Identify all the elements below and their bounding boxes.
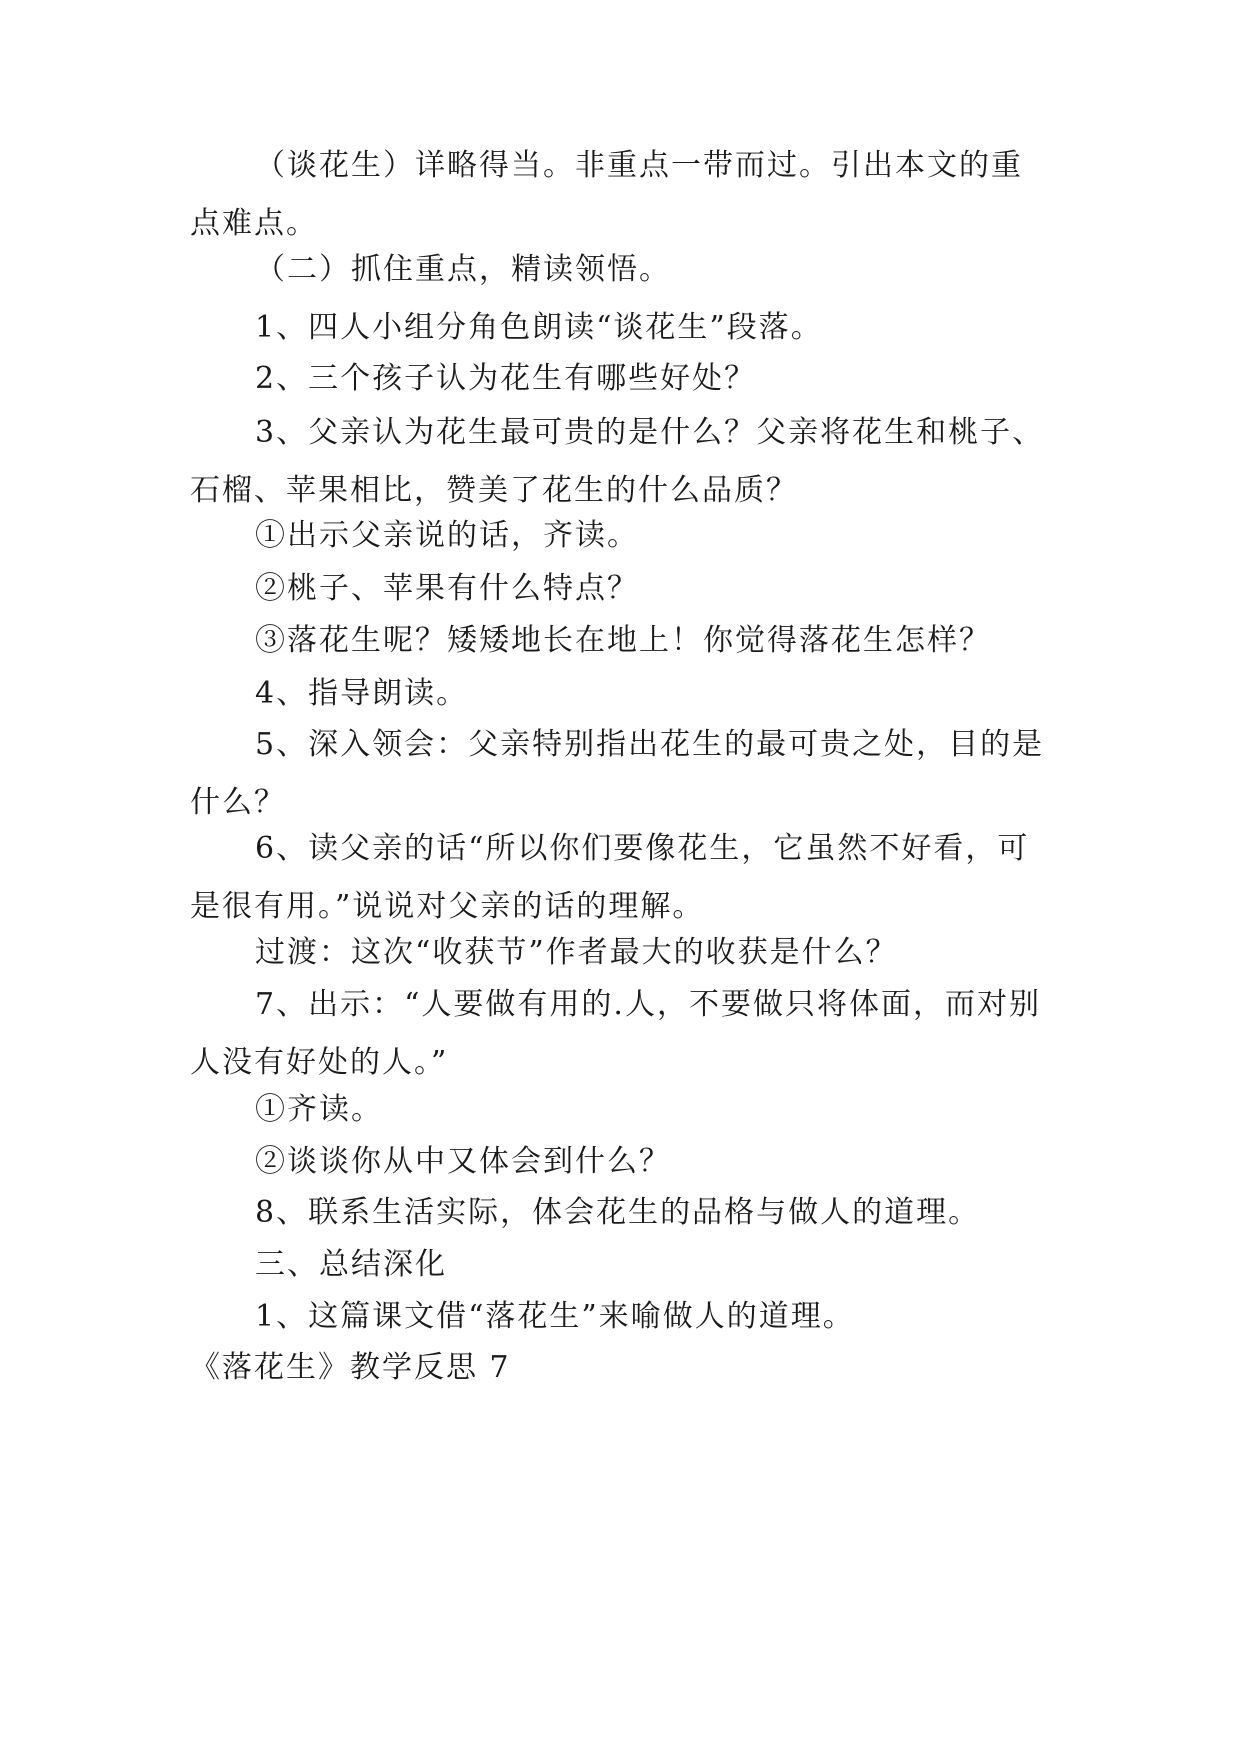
paragraph-7: ②桃子、苹果有什么特点？	[255, 571, 639, 606]
paragraph-6: ①出示父亲说的话，齐读。	[255, 518, 639, 553]
paragraph-9: 4、指导朗读。	[255, 676, 469, 711]
paragraph-16: 8、联系生活实际，体会花生的品格与做人的道理。	[255, 1195, 981, 1230]
paragraph-4: 2、三个孩子认为花生有哪些好处？	[255, 361, 757, 396]
section-heading: 《落花生》教学反思 7	[190, 1350, 511, 1385]
paragraph-8: ③落花生呢？矮矮地长在地上！你觉得落花生怎样？	[255, 623, 991, 658]
paragraph-18: 1、这篇课文借“落花生”来喻做人的道理。	[255, 1299, 855, 1334]
paragraph-3: 1、四人小组分角色朗读“谈花生”段落。	[255, 310, 823, 345]
paragraph-5: 3、父亲认为花生最可贵的是什么？父亲将花生和桃子、石榴、苹果相比，赞美了花生的什么品质？	[190, 415, 1045, 508]
paragraph-17: 三、总结深化	[255, 1247, 447, 1282]
paragraph-10: 5、深入领会：父亲特别指出花生的最可贵之处，目的是什么？	[190, 727, 1045, 820]
paragraph-14: ①齐读。	[255, 1092, 383, 1127]
paragraph-2: （二）抓住重点，精读领悟。	[255, 252, 671, 287]
paragraph-13: 7、出示：“人要做有用的.人，不要做只将体面，而对别人没有好处的人。”	[190, 987, 1041, 1080]
paragraph-15: ②谈谈你从中又体会到什么？	[255, 1144, 671, 1179]
paragraph-12: 过渡：这次“收获节”作者最大的收获是什么？	[255, 935, 898, 970]
paragraph-11: 6、读父亲的话“所以你们要像花生，它虽然不好看，可是很有用。”说说对父亲的话的理解。	[190, 831, 1030, 924]
paragraph-1: （谈花生）详略得当。非重点一带而过。引出本文的重点难点。	[190, 148, 1023, 241]
